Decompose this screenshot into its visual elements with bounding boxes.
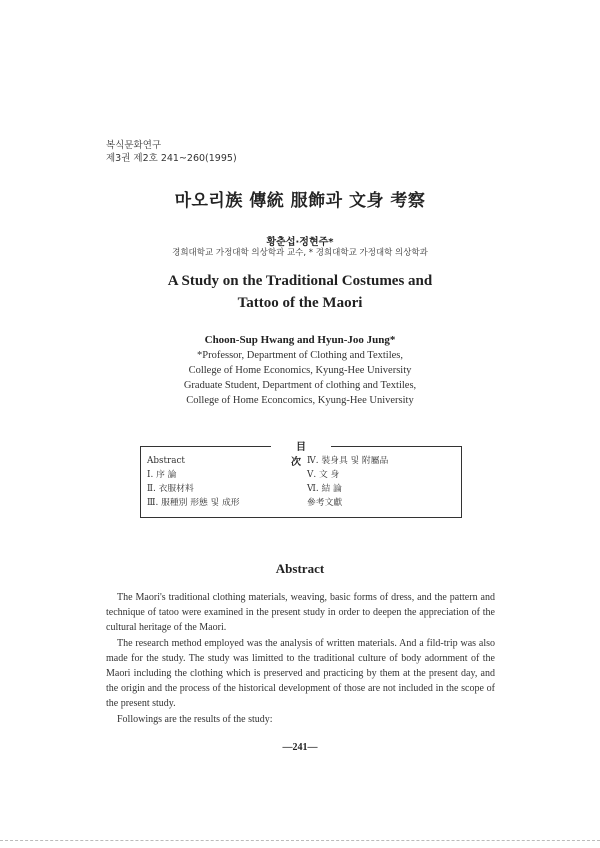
journal-volume: 제3권 제2호 241~260(1995) (106, 152, 237, 164)
toc-item: Ⅰ. 序 論 (147, 470, 177, 480)
korean-authors: 황춘섭·정현주* (266, 237, 334, 248)
korean-title: 마오리族 傳統 服飾과 文身 考察 (174, 191, 426, 211)
page-number: —241— (282, 742, 318, 753)
english-title (0, 270, 600, 314)
korean-affiliation: 경희대학교 가정대학 의상학과 교수, * 경희대학교 가정대학 의상학과 (172, 248, 428, 258)
journal-name: 복식문화연구 (106, 140, 162, 151)
affiliation-line: *Professor, Department of Clothing and Textiles, (197, 350, 403, 361)
toc-item: 參考文獻 (307, 498, 343, 508)
toc-heading: 目 次 (271, 438, 331, 468)
affiliation-line: College of Home Economics, Kyung-Hee University (188, 365, 412, 376)
english-title-line: Tattoo of the Maori (237, 295, 363, 311)
toc-item: Ⅱ. 衣服材料 (147, 484, 194, 494)
toc-item: Ⅳ. 裝身具 및 附屬品 (307, 456, 389, 466)
abstract-paragraph: Followings are the results of the study: (117, 713, 273, 725)
toc-item: Ⅴ. 文 身 (307, 470, 340, 480)
abstract-paragraph: The research method employed was the analysis of written materials. And a fild-trip was also made for the study. The study was limitted to the traditional culture of body adornment of the Maori including the clothing which is preserved and practicing by them at the present day, and the origin and the process of the historical development of those are not included in the scope of the present study. (106, 637, 495, 710)
abstract-body (106, 590, 495, 727)
toc-left-column (147, 454, 240, 510)
page-divider (0, 840, 600, 841)
affiliation-line: College of Home Econcomics, Kyung-Hee University (186, 395, 414, 406)
toc-item: Ⅵ. 結 論 (307, 484, 342, 494)
affiliation-line: Graduate Student, Department of clothing and Textiles, (183, 380, 417, 391)
english-title-line: A Study on the Traditional Costumes and (167, 273, 433, 289)
table-of-contents (140, 442, 462, 518)
english-authors: Choon-Sup Hwang and Hyun-Joo Jung* (204, 334, 396, 346)
english-affiliation (0, 348, 600, 408)
toc-right-column (307, 454, 388, 510)
abstract-paragraph: The Maori's traditional clothing materials, weaving, basic forms of dress, and the pattern and technique of tatoo were examined in the present study in order to deepen the appreciation of the cultural heritage of the Maori. (106, 592, 495, 634)
toc-item: Abstract (147, 456, 185, 466)
journal-info (106, 140, 237, 165)
toc-item: Ⅲ. 服種別 形態 및 成形 (147, 498, 240, 508)
abstract-heading: Abstract (275, 561, 325, 576)
